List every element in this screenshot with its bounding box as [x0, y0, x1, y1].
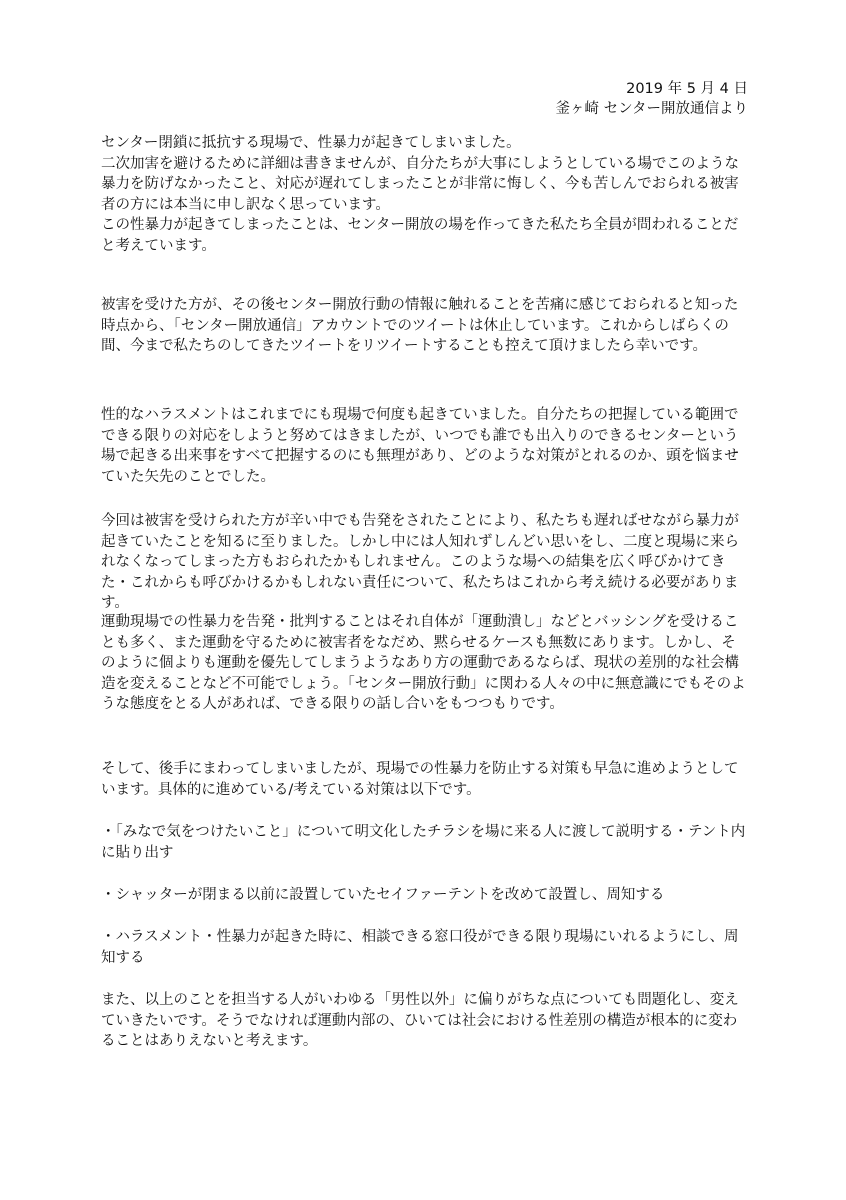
list-item-contact-person: ・ハラスメント・性暴力が起きた時に、相談できる窓口役ができる限り現場にいれるようにし、周知する — [101, 929, 739, 966]
paragraph-incident: センター閉鎖に抵抗する現場で、性暴力が起きてしまいました。 二次加害を避けるために詳細は書きませんが、自分たちが大事にしようとしている場でこのような暴力を防げなかったこと、対応が遅れてしまったことが非常に悔しく、今も苦しんでおられる被害者の方には本当に申し訳なく思っています。 この性暴力が起きてしまったことは、センター開放の場を作ってきた私たち全員が問われることだと考えています。 — [101, 135, 739, 254]
list-item-flyer: ・「みなで気をつけたいこと」について明文化したチラシを場に来る人に渡して説明する・テント内に貼り出す — [101, 824, 746, 861]
paragraph-past-harassment: 性的なハラスメントはこれまでにも現場で何度も起きていました。自分たちの把握している範囲でできる限りの対応をしようと努めてはきましたが、いつでも誰でも出入りのできるセンターという場で起きる出来事をすべて把握するのにも無理があり、どのような対策がとれるのか、頭を悩ませていた矢先のことでした。 — [101, 407, 739, 485]
paragraph-countermeasures: そして、後手にまわってしまいましたが、現場での性暴力を防止する対策も早急に進めようとしています。具体的に進めている/考えている対策は以下です。 — [101, 761, 739, 798]
paragraph-gender-structure: また、以上のことを担当する人がいわゆる「男性以外」に偏りがちな点についても問題化し、変えていきたいです。そうでなければ運動内部の、ひいては社会における性差別の構造が根本的に変わることはありえないと考えます。 — [101, 992, 739, 1049]
document-source: 釜ヶ崎 センター開放通信より — [555, 101, 748, 117]
list-item-safer-tent: ・シャッターが閉まる以前に設置していたセイファーテントを改めて設置し、周知する — [101, 887, 665, 903]
paragraph-tweet-pause: 被害を受けた方が、その後センター開放行動の情報に触れることを苦痛に感じておられると知った時点から、「センター開放通信」アカウントでのツイートは休止しています。これからしばらくの間、今まで私たちのしてきたツイートをリツイートすることも控えて頂けましたら幸いです。 — [101, 297, 739, 354]
document-header — [555, 79, 748, 119]
document-date: 2019 年 5 月 4 日 — [626, 81, 748, 97]
paragraph-movement-critique: 運動現場での性暴力を告発・批判することはそれ自体が「運動潰し」などとバッシングを受けることも多く、また運動を守るために被害者をなだめ、黙らせるケースも無数にあります。しかし、そのように個よりも運動を優先してしまうようなあり方の運動であるならば、現状の差別的な社会構造を変えることなど不可能でしょう。「センター開放行動」に関わる人々の中に無意識にでもそのような態度をとる人があれば、できる限りの話し合いをもつつもりです。 — [101, 614, 746, 712]
paragraph-responsibility: 今回は被害を受けられた方が辛い中でも告発をされたことにより、私たちも遅ればせながら暴力が起きていたことを知るに至りました。しかし中には人知れずしんどい思いをし、二度と現場に来られなくなってしまった方もおられたかもしれません。このような場への結集を広く呼びかけてきた・これからも呼びかけるかもしれない責任について、私たちはこれから考え続ける必要があります。 — [101, 513, 739, 611]
